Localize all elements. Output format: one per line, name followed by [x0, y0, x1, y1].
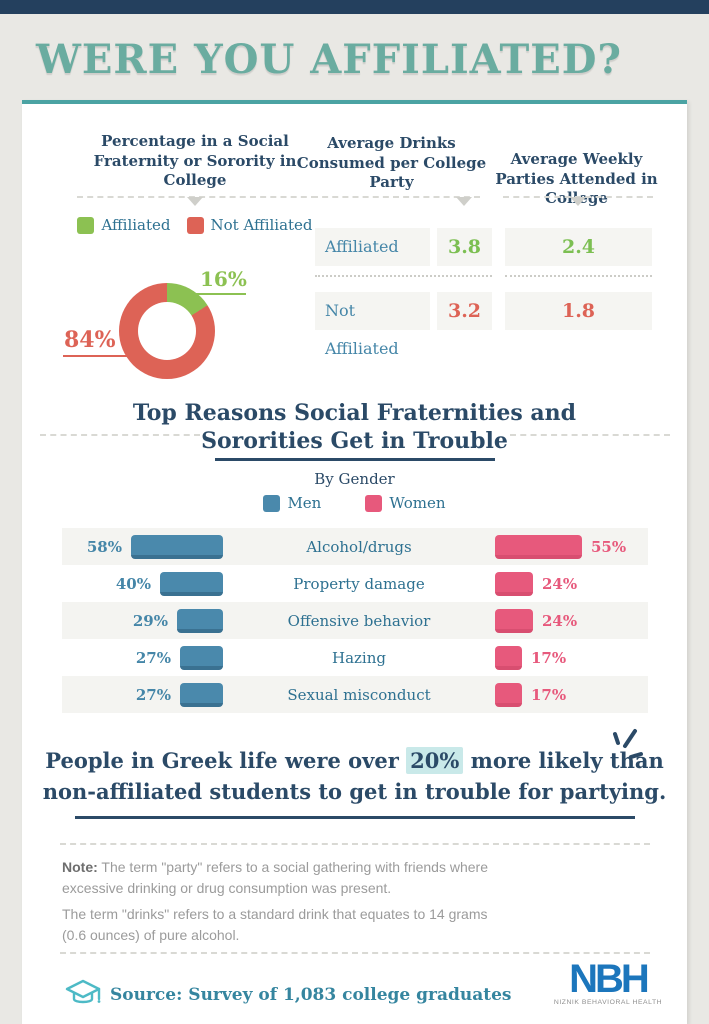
- women-value-label: 55%: [591, 537, 627, 556]
- trouble-title-line1: Top Reasons Social Fraternities and: [132, 400, 577, 426]
- note-label: Note:: [62, 859, 98, 875]
- divider-dashed: [60, 843, 650, 845]
- women-value-label: 17%: [531, 685, 567, 704]
- stat-drinks-value: 3.2: [437, 292, 492, 330]
- nbh-logo: [542, 957, 674, 1006]
- men-bar: [177, 609, 223, 633]
- triangle-pointer-icon: [456, 197, 472, 206]
- callout-line1: [22, 746, 687, 776]
- women-bar-cell: [495, 565, 648, 602]
- donut-label-not-affiliated: 84%: [64, 327, 116, 353]
- men-swatch-icon: [263, 495, 280, 512]
- callout-text: People in Greek life were over: [45, 748, 399, 773]
- callout-underline: [75, 816, 635, 819]
- category-label: Offensive behavior: [287, 611, 431, 630]
- men-bar: [180, 646, 223, 670]
- men-value-label: 27%: [135, 685, 171, 704]
- legend-item-women: [365, 494, 445, 512]
- men-bar-cell: [62, 528, 223, 565]
- graduation-cap-icon: [64, 978, 102, 1010]
- legend-label: Affiliated: [101, 216, 171, 234]
- not-affiliated-swatch-icon: [187, 217, 204, 234]
- divider-dashed: [60, 952, 650, 954]
- callout-text: more likely than: [470, 748, 664, 773]
- trouble-title-line2: Sororities Get in Trouble: [201, 428, 508, 454]
- content-card: [22, 100, 687, 1024]
- men-bar-cell: [62, 676, 223, 713]
- category-label: Property damage: [293, 574, 425, 593]
- men-bar-cell: [62, 565, 223, 602]
- affiliation-chart-title: Percentage in a Social Fraternity or Sorority in College: [93, 132, 297, 189]
- legend-item-not-affiliated: [187, 216, 313, 234]
- legend-label: Men: [287, 494, 322, 512]
- donut-callout-line-red: [63, 355, 127, 357]
- women-bar-cell: [495, 528, 648, 565]
- women-value-label: 24%: [542, 611, 578, 630]
- men-bar: [180, 683, 223, 707]
- drinks-column-header: Average Drinks Consumed per College Party: [296, 134, 487, 191]
- men-value-label: 29%: [132, 611, 168, 630]
- triangle-pointer-icon: [187, 197, 203, 206]
- divider-dotted: [315, 275, 492, 277]
- men-bar: [160, 572, 223, 596]
- page-title: WERE YOU AFFILIATED?: [36, 36, 622, 83]
- note-paragraph-2: The term "drinks" refers to a standard drink that equates to 14 grams (0.6 ounces) of pure alcohol.: [62, 906, 488, 943]
- stat-parties-value: 2.4: [505, 228, 652, 266]
- legend-item-affiliated: [77, 216, 170, 234]
- men-value-label: 58%: [86, 537, 122, 556]
- women-swatch-icon: [365, 495, 382, 512]
- donut-label-affiliated: 16%: [200, 267, 247, 291]
- legend-label: Not Affiliated: [210, 216, 313, 234]
- legend-label: Women: [389, 494, 446, 512]
- women-bar: [495, 683, 522, 707]
- category-label: Alcohol/drugs: [306, 537, 412, 556]
- stat-drinks-value: 3.8: [437, 228, 492, 266]
- category-label: Sexual misconduct: [287, 685, 431, 704]
- women-bar: [495, 535, 582, 559]
- callout-line2: non-affiliated students to get in trouble for partying.: [42, 779, 667, 804]
- title-underline: [215, 458, 495, 461]
- triangle-pointer-icon: [570, 197, 586, 206]
- men-value-label: 27%: [135, 648, 171, 667]
- note-body: The term "party" refers to a social gathering with friends where excessive drinking or drug consumption was present.: [62, 859, 488, 896]
- trouble-bar-chart: [62, 528, 648, 713]
- sparkle-icon: [602, 728, 648, 774]
- women-bar-cell: [495, 602, 648, 639]
- category-label: Hazing: [332, 648, 386, 667]
- gender-legend: [22, 494, 687, 512]
- source-text: Source: Survey of 1,083 college graduates: [110, 985, 512, 1005]
- bar-row: [62, 676, 648, 713]
- divider-dashed: [312, 196, 480, 198]
- note-paragraph-1: [62, 857, 502, 899]
- donut-callout-line-green: [192, 293, 246, 295]
- bar-row: [62, 639, 648, 676]
- women-bar: [495, 646, 522, 670]
- bar-row: [62, 602, 648, 639]
- parties-column-header: Average Weekly Parties Attended in College: [495, 150, 658, 207]
- women-bar-cell: [495, 676, 648, 713]
- men-value-label: 40%: [115, 574, 151, 593]
- women-bar: [495, 609, 533, 633]
- stat-parties-value: 1.8: [505, 292, 652, 330]
- callout-highlight: 20%: [406, 747, 463, 774]
- nbh-logo-text: NBH: [569, 957, 647, 1001]
- by-gender-subtitle: By Gender: [314, 470, 395, 488]
- women-bar-cell: [495, 639, 648, 676]
- legend-item-men: [263, 494, 321, 512]
- nbh-logo-subtext: NIZNIK BEHAVIORAL HEALTH: [553, 999, 663, 1006]
- men-bar-cell: [62, 639, 223, 676]
- divider-dotted: [505, 275, 652, 277]
- stat-row-label: Affiliated: [315, 228, 430, 266]
- women-value-label: 24%: [542, 574, 578, 593]
- stat-row-label: Not Affiliated: [315, 292, 430, 330]
- men-bar-cell: [62, 602, 223, 639]
- men-bar: [131, 535, 223, 559]
- top-navy-bar: [0, 0, 709, 14]
- women-bar: [495, 572, 533, 596]
- bar-row: [62, 528, 648, 565]
- affiliated-swatch-icon: [77, 217, 94, 234]
- affiliation-donut-chart: [119, 283, 215, 379]
- women-value-label: 17%: [531, 648, 567, 667]
- bar-row: [62, 565, 648, 602]
- affiliation-legend: [70, 216, 320, 234]
